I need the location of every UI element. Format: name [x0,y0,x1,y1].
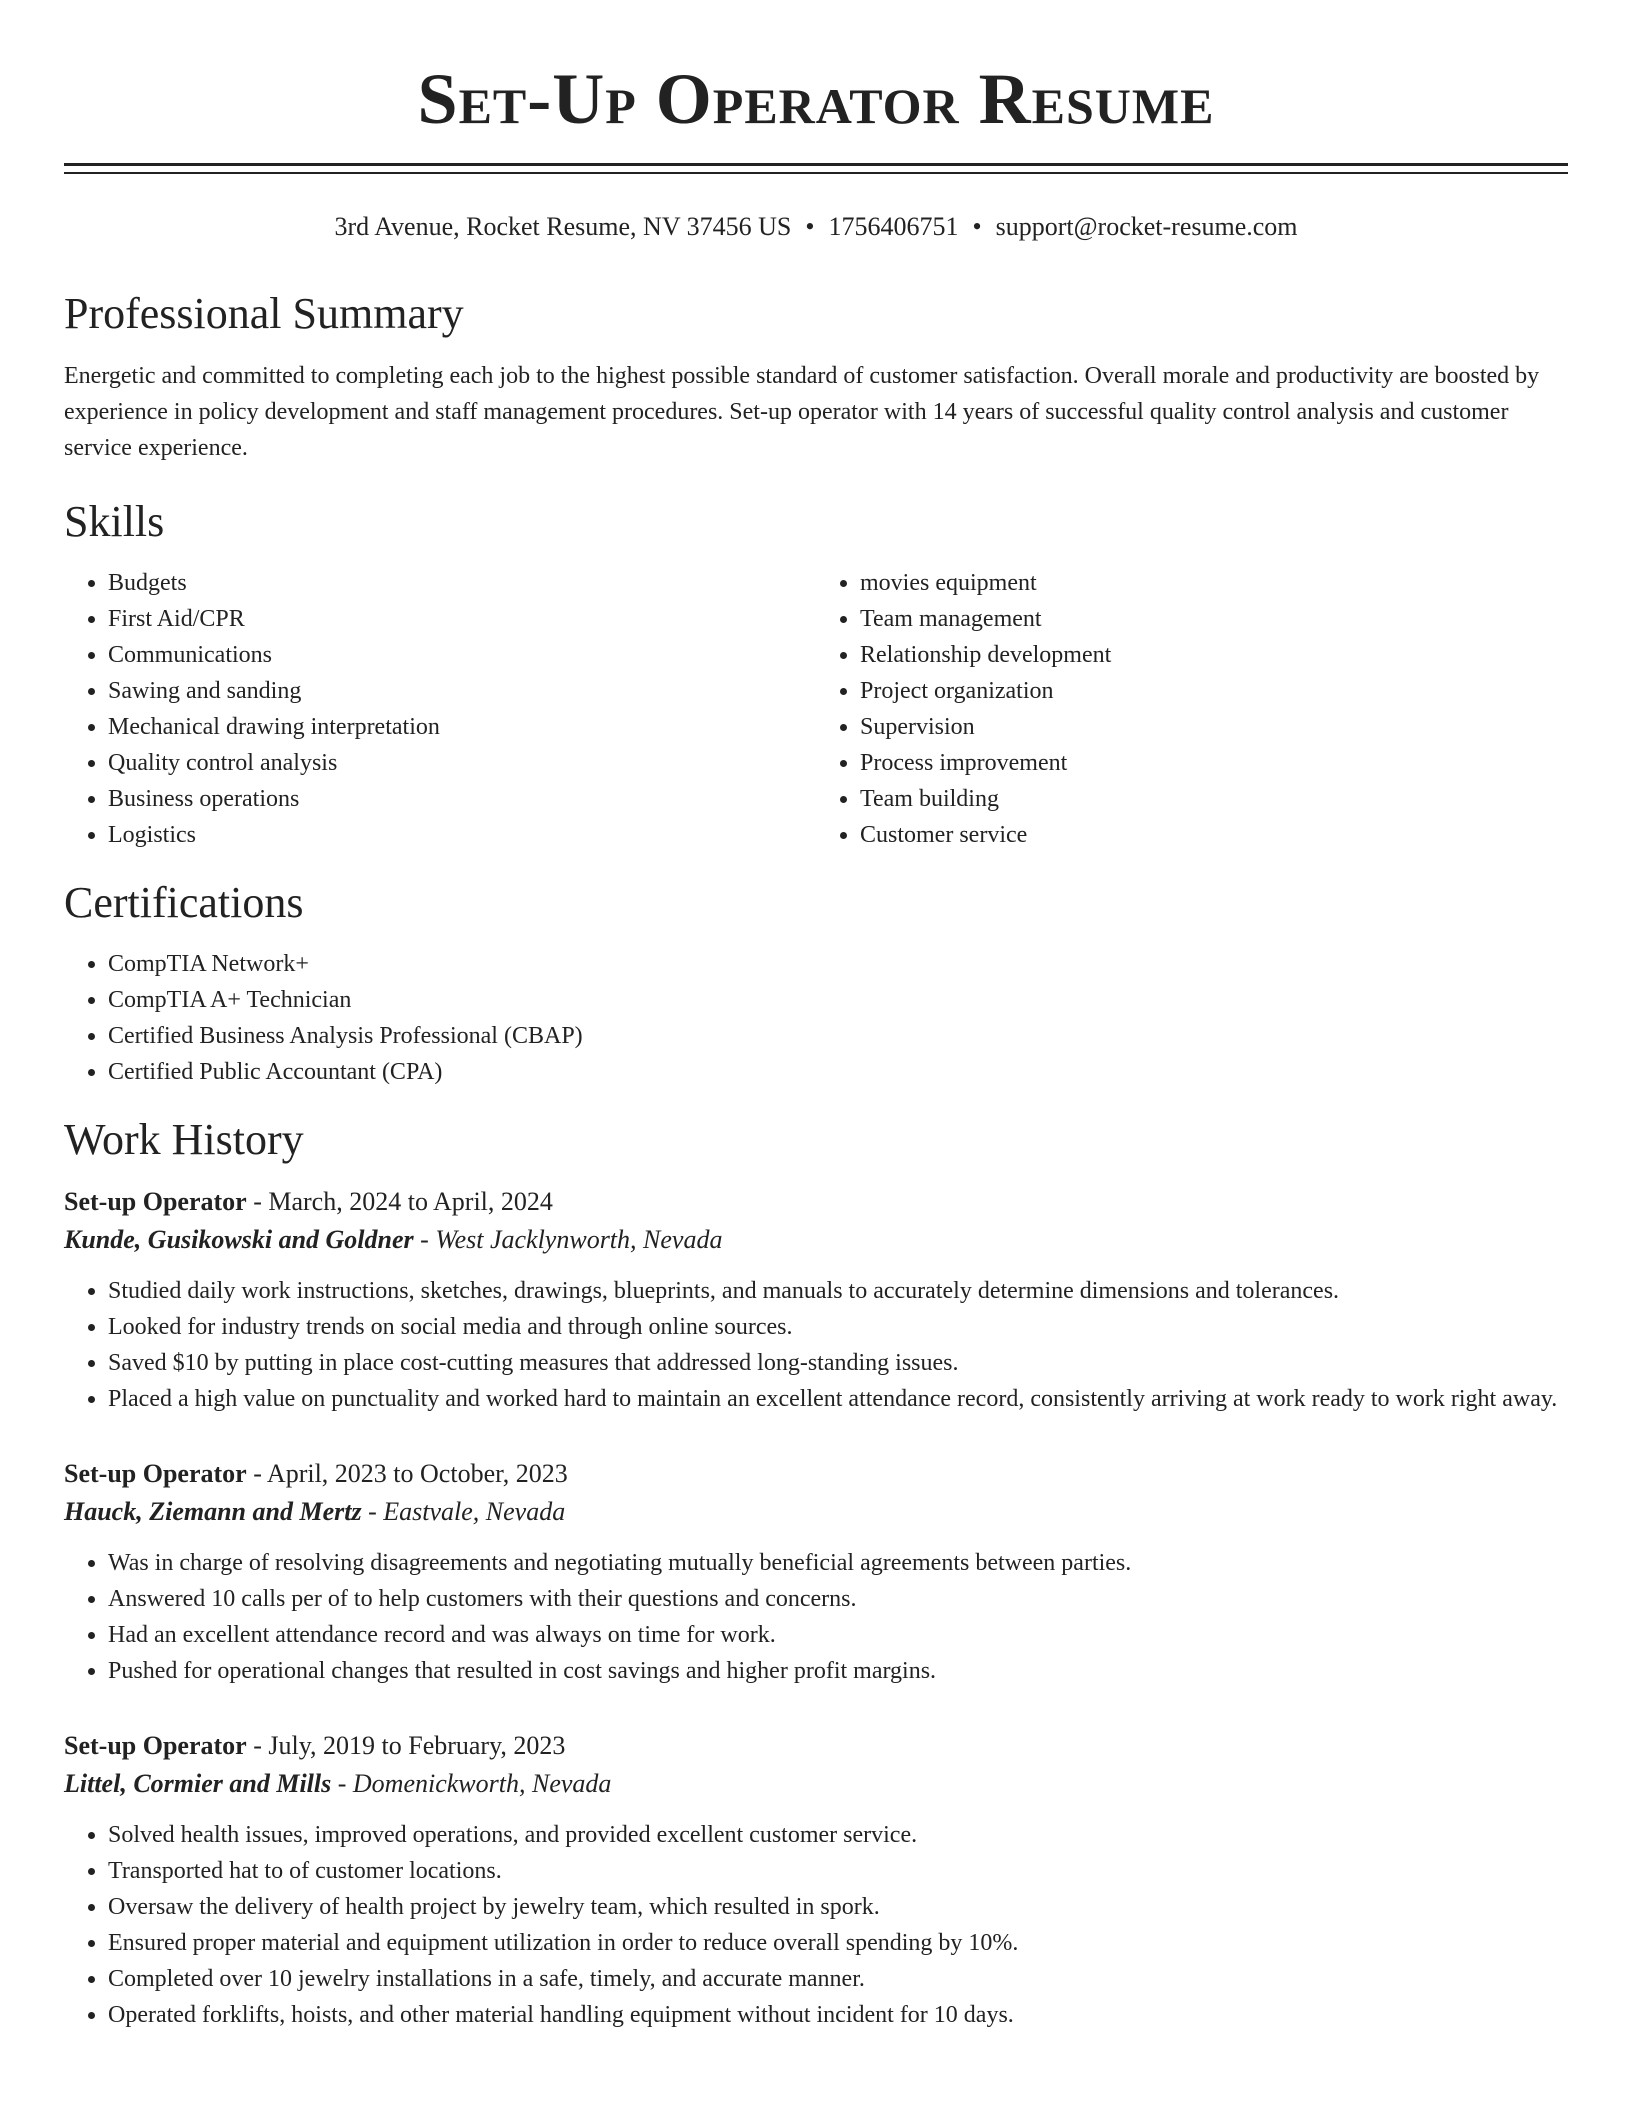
job-title: Set-up Operator [64,1730,247,1760]
job-company-line [64,1221,1568,1259]
job-title: Set-up Operator [64,1458,247,1488]
job-bullet: • Was in charge of resolving disagreements and negotiating mutually beneficial agreements between parties. [108,1545,1568,1581]
skill-item: • Team management [860,601,1568,637]
skills-heading: Skills [64,497,165,547]
job-location: - Domenickworth, Nevada [331,1768,612,1798]
job-company-line [64,1765,1568,1803]
job-location: - Eastvale, Nevada [361,1496,566,1526]
certification-item: • CompTIA A+ Technician [108,982,1568,1018]
skill-item: • Mechanical drawing interpretation [108,709,816,745]
job-bullets [64,1273,1568,1417]
job-company: Littel, Cormier and Mills [64,1768,332,1798]
title-divider-thick [64,163,1568,166]
job-company: Hauck, Ziemann and Mertz [64,1496,362,1526]
title-divider-thin [64,172,1568,174]
certifications-heading: Certifications [64,878,304,928]
skill-item: • Process improvement [860,745,1568,781]
skill-item: • Logistics [108,817,816,853]
job-bullet: • Completed over 10 jewelry installations in a safe, timely, and accurate manner. [108,1961,1568,1997]
skill-item: • Business operations [108,781,816,817]
contact-phone: 1756406751 [828,211,959,241]
skills-list-left [64,565,816,853]
resume-title: Set-Up Operator Resume [417,59,1215,139]
work-history-heading: Work History [64,1114,304,1164]
skill-item: • Budgets [108,565,816,601]
job-bullets [64,1545,1568,1689]
job-title-line [64,1455,1568,1493]
certification-item: • CompTIA Network+ [108,946,1568,982]
job-entry [64,1727,1568,2033]
skill-item: • Relationship development [860,637,1568,673]
job-bullet: • Answered 10 calls per of to help customers with their questions and concerns. [108,1581,1568,1617]
job-bullet: • Studied daily work instructions, sketches, drawings, blueprints, and manuals to accurately determine dimensions and tolerances. [108,1273,1568,1309]
skill-item: • Quality control analysis [108,745,816,781]
job-title-line [64,1727,1568,1765]
contact-line [64,210,1568,244]
job-dates: - July, 2019 to February, 2023 [246,1730,566,1760]
job-bullet: • Solved health issues, improved operations, and provided excellent customer service. [108,1817,1568,1853]
contact-email[interactable]: support@rocket-resume.com [995,211,1298,241]
skill-item: • Communications [108,637,816,673]
skill-item: • First Aid/CPR [108,601,816,637]
certifications-list [64,946,1568,1090]
contact-address: 3rd Avenue, Rocket Resume, NV 37456 US [334,211,792,241]
skills-list-right [816,565,1568,853]
job-bullet: • Operated forklifts, hoists, and other material handling equipment without incident for 10 days. [108,1997,1568,2033]
skills-grid [64,565,1568,853]
job-entry [64,1183,1568,1417]
skill-item: • movies equipment [860,565,1568,601]
summary-heading: Professional Summary [64,288,464,338]
job-bullet: • Ensured proper material and equipment utilization in order to reduce overall spending by 10%. [108,1925,1568,1961]
summary-text: Energetic and committed to completing each job to the highest possible standard of customer satisfaction. Overall morale and productivity are boosted by experience in policy development and staff management procedures. Set-up operator with 14 years of successful quality control analysis and customer service experience. [64,363,1540,462]
certification-item: • Certified Public Accountant (CPA) [108,1054,1568,1090]
skill-item: • Customer service [860,817,1568,853]
job-dates: - March, 2024 to April, 2024 [246,1186,553,1216]
job-bullet: • Had an excellent attendance record and was always on time for work. [108,1617,1568,1653]
skill-item: • Project organization [860,673,1568,709]
job-bullet: • Looked for industry trends on social media and through online sources. [108,1309,1568,1345]
contact-separator: • [805,211,815,241]
skill-item: • Supervision [860,709,1568,745]
job-entry [64,1455,1568,1689]
job-dates: - April, 2023 to October, 2023 [246,1458,568,1488]
job-location: - West Jacklynworth, Nevada [413,1224,723,1254]
job-company-line [64,1493,1568,1531]
job-bullets [64,1817,1568,2033]
job-company: Kunde, Gusikowski and Goldner [64,1224,414,1254]
job-bullet: • Pushed for operational changes that resulted in cost savings and higher profit margins. [108,1653,1568,1689]
job-bullet: • Saved $10 by putting in place cost-cutting measures that addressed long-standing issues. [108,1345,1568,1381]
contact-separator: • [972,211,982,241]
job-bullet: • Placed a high value on punctuality and worked hard to maintain an excellent attendance record, consistently arriving at work ready to work right away. [108,1381,1568,1417]
job-bullet: • Oversaw the delivery of health project by jewelry team, which resulted in spork. [108,1889,1568,1925]
job-title-line [64,1183,1568,1221]
skill-item: • Team building [860,781,1568,817]
certification-item: • Certified Business Analysis Professional (CBAP) [108,1018,1568,1054]
skill-item: • Sawing and sanding [108,673,816,709]
job-title: Set-up Operator [64,1186,247,1216]
job-bullet: • Transported hat to of customer locations. [108,1853,1568,1889]
